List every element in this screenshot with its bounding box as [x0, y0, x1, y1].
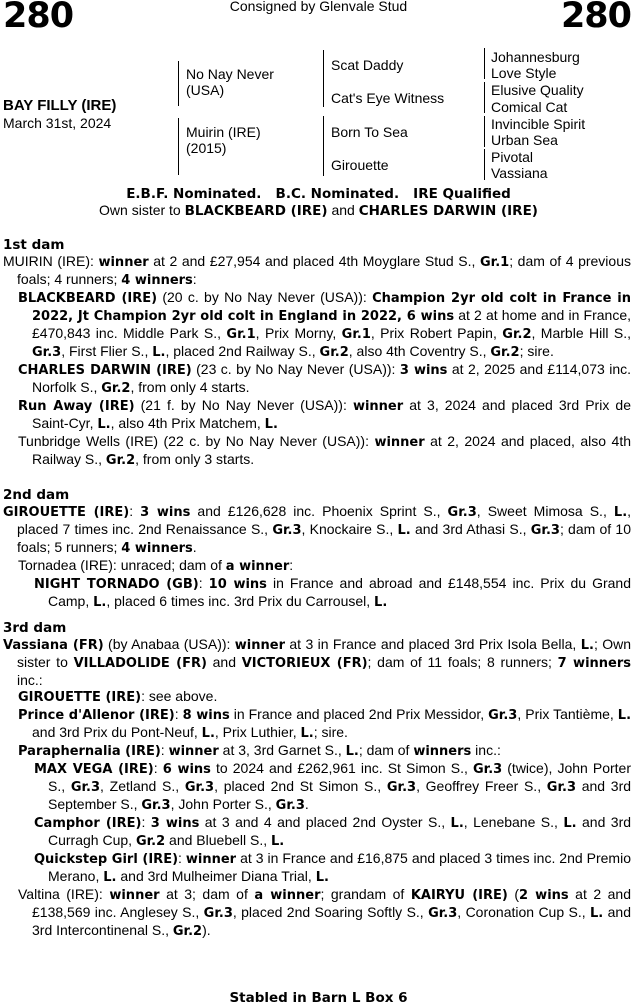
progeny-entry: MAX VEGA (IRE): 6 wins to 2024 and £262,961 inc. St Simon S., Gr.3 (twice), John Porter S., Gr.3, Zetland S., Gr.3, placed 2nd St Simon S., Gr.3, Geoffrey Freer S., Gr.3 and 3rd September S., Gr.3, John Porter S., Gr.3.	[34, 760, 632, 813]
progeny-entry: Run Away (IRE) (21 f. by No Nay Never (USA)): winner at 3, 2024 and placed 3rd Prix de Saint-Cyr, L., also 4th Prix Matchem, L.	[18, 397, 631, 432]
nominations	[0, 186, 637, 219]
progeny-entry: Tunbridge Wells (IRE) (22 c. by No Nay Never (USA)): winner at 2, 2024 and placed, also 4th Railway S., Gr.2, from only 3 starts.	[18, 433, 631, 468]
progeny-entry: Valtina (IRE): winner at 3; dam of a winner; grandam of KAIRYU (IRE) (2 wins at 2 and £138,569 inc. Anglesey S., Gr.3, placed 2nd Soaring Softly S., Gr.3, Coronation Cup S., L. and 3rd Intercontinenal S., Gr.2).	[18, 886, 631, 939]
gen3-bracket-3	[484, 116, 485, 147]
pedigree-gen3-4: Comical Cat	[491, 99, 568, 115]
pedigree-dam-year: (2015)	[186, 140, 227, 156]
pedigree-gen3-3: Elusive Quality	[491, 82, 584, 98]
stabling-location: Stabled in Barn L Box 6	[229, 990, 408, 1006]
pedigree-gen3-8: Vassiana	[491, 165, 548, 181]
gen2-bracket-bottom	[323, 116, 324, 176]
dam-entry: MUIRIN (IRE): winner at 2 and £27,954 and placed 4th Moyglare Stud S., Gr.1; dam of 4 previous foals; 4 runners; 4 winners:	[3, 253, 631, 288]
nominations-line: E.B.F. Nominated. B.C. Nominated. IRE Qualified	[126, 186, 511, 202]
sire-bracket	[178, 61, 179, 106]
third-dam-heading: 3rd dam	[3, 620, 67, 636]
pedigree-table	[0, 48, 637, 180]
horse-name: BAY FILLY (IRE)	[3, 97, 117, 114]
progeny-entry: Camphor (IRE): 3 wins at 3 and 4 and placed 2nd Oyster S., L., Lenebane S., L. and 3rd Curragh Cup, Gr.2 and Bluebell S., L.	[34, 814, 632, 849]
own-sister-line: Own sister to BLACKBEARD (IRE) and CHARLES DARWIN (IRE)	[99, 202, 538, 219]
pedigree-gen3-7: Pivotal	[491, 149, 534, 165]
progeny-entry: NIGHT TORNADO (GB): 10 wins in France and abroad and £148,554 inc. Prix du Grand Camp, L., placed 6 times inc. 3rd Prix du Carrousel, L.	[34, 575, 632, 610]
progeny-entry: BLACKBEARD (IRE) (20 c. by No Nay Never (USA)): Champion 2yr old colt in France in 2022, Jt Champion 2yr old colt in England in 2022, 6 wins at 2 at home and in France, £470,843 inc. Middle Park S., Gr.1, Prix Morny, Gr.1, Prix Robert Papin, Gr.2, Marble Hill S., Gr.3, First Flier S., L., placed 2nd Railway S., Gr.2, also 4th Coventry S., Gr.2; sire.	[18, 289, 632, 360]
pedigree-gen3-2: Love Style	[491, 65, 557, 81]
pedigree-sire: No Nay Never	[186, 66, 274, 82]
progeny-entry: Tornadea (IRE): unraced; dam of a winner:	[18, 557, 294, 574]
progeny-entry: Quickstep Girl (IRE): winner at 3 in France and £16,875 and placed 3 times inc. 2nd Premio Merano, L. and 3rd Mulheimer Diana Trial, L.	[34, 850, 631, 885]
dam-entry: GIROUETTE (IRE): 3 wins and £126,628 inc. Phoenix Sprint S., Gr.3, Sweet Mimosa S., L., placed 7 times inc. 2nd Renaissance S., Gr.3, Knockaire S., L. and 3rd Athasi S., Gr.3; dam of 10 foals; 5 runners; 4 winners.	[3, 503, 632, 556]
progeny-entry: Prince d'Allenor (IRE): 8 wins in France and placed 2nd Prix Messidor, Gr.3, Prix Tantième, L. and 3rd Prix du Pont-Neuf, L., Prix Luthier, L.; sire.	[18, 706, 632, 741]
pedigree-gen3-6: Urban Sea	[491, 132, 558, 148]
lot-number-left: 280	[3, 0, 74, 36]
first-dam-heading: 1st dam	[3, 237, 65, 253]
dam-entry: Vassiana (FR) (by Anabaa (USA)): winner at 3 in France and placed 3rd Prix Isola Bella, L.; Own sister to VILLADOLIDE (FR) and VICTORIEUX (FR); dam of 11 foals; 8 runners; 7 winners inc.:	[3, 636, 631, 688]
horse-dob: March 31st, 2024	[3, 115, 112, 131]
dam-bracket	[178, 118, 179, 175]
progeny-entry: CHARLES DARWIN (IRE) (23 c. by No Nay Never (USA)): 3 wins at 2, 2025 and £114,073 inc. Norfolk S., Gr.2, from only 4 starts.	[18, 361, 631, 396]
pedigree-sire-dam: Cat's Eye Witness	[331, 90, 445, 106]
pedigree-dam-dam: Girouette	[331, 157, 389, 173]
second-dam-heading: 2nd dam	[3, 487, 70, 503]
pedigree-sire-sire: Scat Daddy	[331, 57, 404, 73]
gen3-bracket-4	[484, 149, 485, 180]
third-dam-section	[3, 620, 631, 940]
consignor: Consigned by Glenvale Stud	[229, 0, 408, 14]
pedigree-gen3-1: Johannesburg	[491, 49, 580, 65]
gen3-bracket-1	[484, 48, 485, 79]
pedigree-dam: Muirin (IRE)	[186, 124, 261, 140]
progeny-entry: GIROUETTE (IRE): see above.	[18, 688, 218, 705]
pedigree-dam-sire: Born To Sea	[331, 124, 408, 140]
progeny-entry: Paraphernalia (IRE): winner at 3, 3rd Garnet S., L.; dam of winners inc.:	[18, 742, 501, 759]
gen2-bracket-top	[323, 50, 324, 107]
pedigree-sire-origin: (USA)	[186, 82, 225, 98]
lot-number-right: 280	[560, 0, 631, 36]
gen3-bracket-2	[484, 82, 485, 113]
second-dam-section	[3, 487, 631, 611]
pedigree-gen3-5: Invincible Spirit	[491, 116, 586, 132]
first-dam-section	[3, 237, 631, 469]
